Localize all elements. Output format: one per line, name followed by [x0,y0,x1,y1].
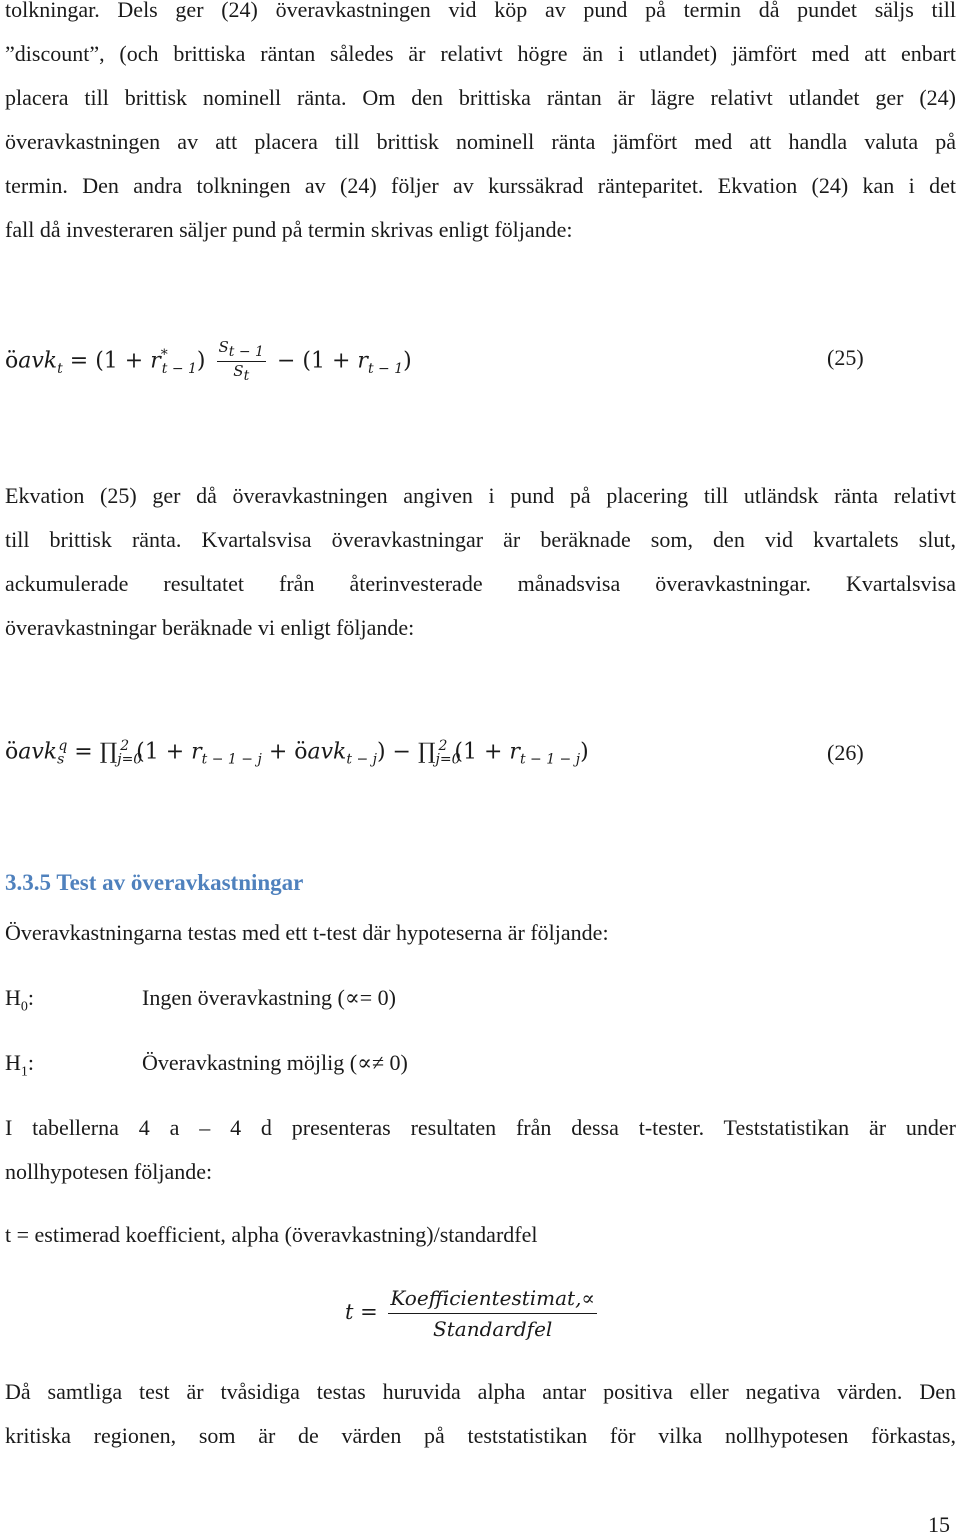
section-heading: 3.3.5 Test av överavkastningar [5,870,304,895]
equation-number: (26) [827,740,864,765]
equation-26: öavk$_s^q$ = $\prod_{j=0}^2$ ($1 + r_{t - 1 - j}$ + öavk$_{t - j}$) − $\prod_{j=0}^2$ $(1 + r_{t - 1 - j})$ [5,738,589,768]
paragraph-conclusion [5,1370,956,1458]
text-line: fall då investeraren säljer pund på termin skrivas enligt följande: [5,217,573,242]
h0-label: $H_0$: [5,985,35,1015]
text-line: till brittisk ränta. Kvartalsvisa överavkastningar är beräknade som, den vid kvartalets slut, [5,527,956,552]
t-definition: t = estimerad koefficient, alpha (överavkastning)/standardfel [5,1222,538,1247]
t-formula-fraction [388,1283,597,1344]
h1-label: $H_1$: [5,1050,35,1080]
equation-25: öavk$_t$ = $(1 + r^*_{t - 1})$ $\frac{S_{t - 1}}{S_t}$ − $(1 + r_{t - 1})$ [5,338,412,384]
paragraph-test [5,1106,956,1194]
text-line: Då samtliga test är tvåsidiga testas huruvida alpha antar positiva eller negativa värden. Den [5,1379,956,1404]
text-line: termin. Den andra tolkningen av (24) följer av kurssäkrad ränteparitet. Ekvation (24) kan i det [5,173,956,198]
equation-number: (25) [827,345,864,370]
hypothesis-h1 [5,1050,905,1080]
text-line: Ekvation (25) ger då överavkastningen angiven i pund på placering till utländsk ränta relativt [5,483,956,508]
text-line: överavkastningar beräknade vi enligt följande: [5,615,415,640]
page-number: 15 [928,1512,950,1537]
h0-text: Ingen överavkastning (∝= 0) [142,985,396,1010]
text-line: placera till brittisk nominell ränta. Om den brittiska räntan är lägre relativt utlandet ger (24) [5,85,956,110]
text-line: I tabellerna 4 a – 4 d presenteras resultaten från dessa t-tester. Teststatistikan är under [5,1115,956,1140]
text-line: ackumulerade resultatet från återinvesterade månadsvisa överavkastningar. Kvartalsvisa [5,571,956,596]
t-formula-numerator: Koefficientestimat,∝ [388,1283,597,1314]
t-formula-lhs: t = [345,1300,378,1324]
hypothesis-h0 [5,985,905,1015]
text-line: ”discount”, (och brittiska räntan således är relativt högre än i utlandet) jämfört med att enbart [5,41,956,66]
h1-text: Överavkastning möjlig (∝≠ 0) [142,1050,408,1075]
t-formula-denominator: Standardfel [433,1317,553,1341]
text-line: tolkningar. Dels ger (24) överavkastningen vid köp av pund på termin då pundet säljs till [5,0,956,22]
text-line: kritiska regionen, som är de värden på teststatistikan för vilka nollhypotesen förkastas, [5,1423,956,1448]
t-formula [345,1283,601,1344]
paragraph-explanation [5,474,956,650]
paragraph-intro [5,0,956,252]
hypotheses-intro: Överavkastningarna testas med ett t-test där hypoteserna är följande: [5,920,609,945]
text-line: överavkastningen av att placera till brittisk nominell ränta jämfört med att handla valuta på [5,129,956,154]
text-line: nollhypotesen följande: [5,1159,213,1184]
